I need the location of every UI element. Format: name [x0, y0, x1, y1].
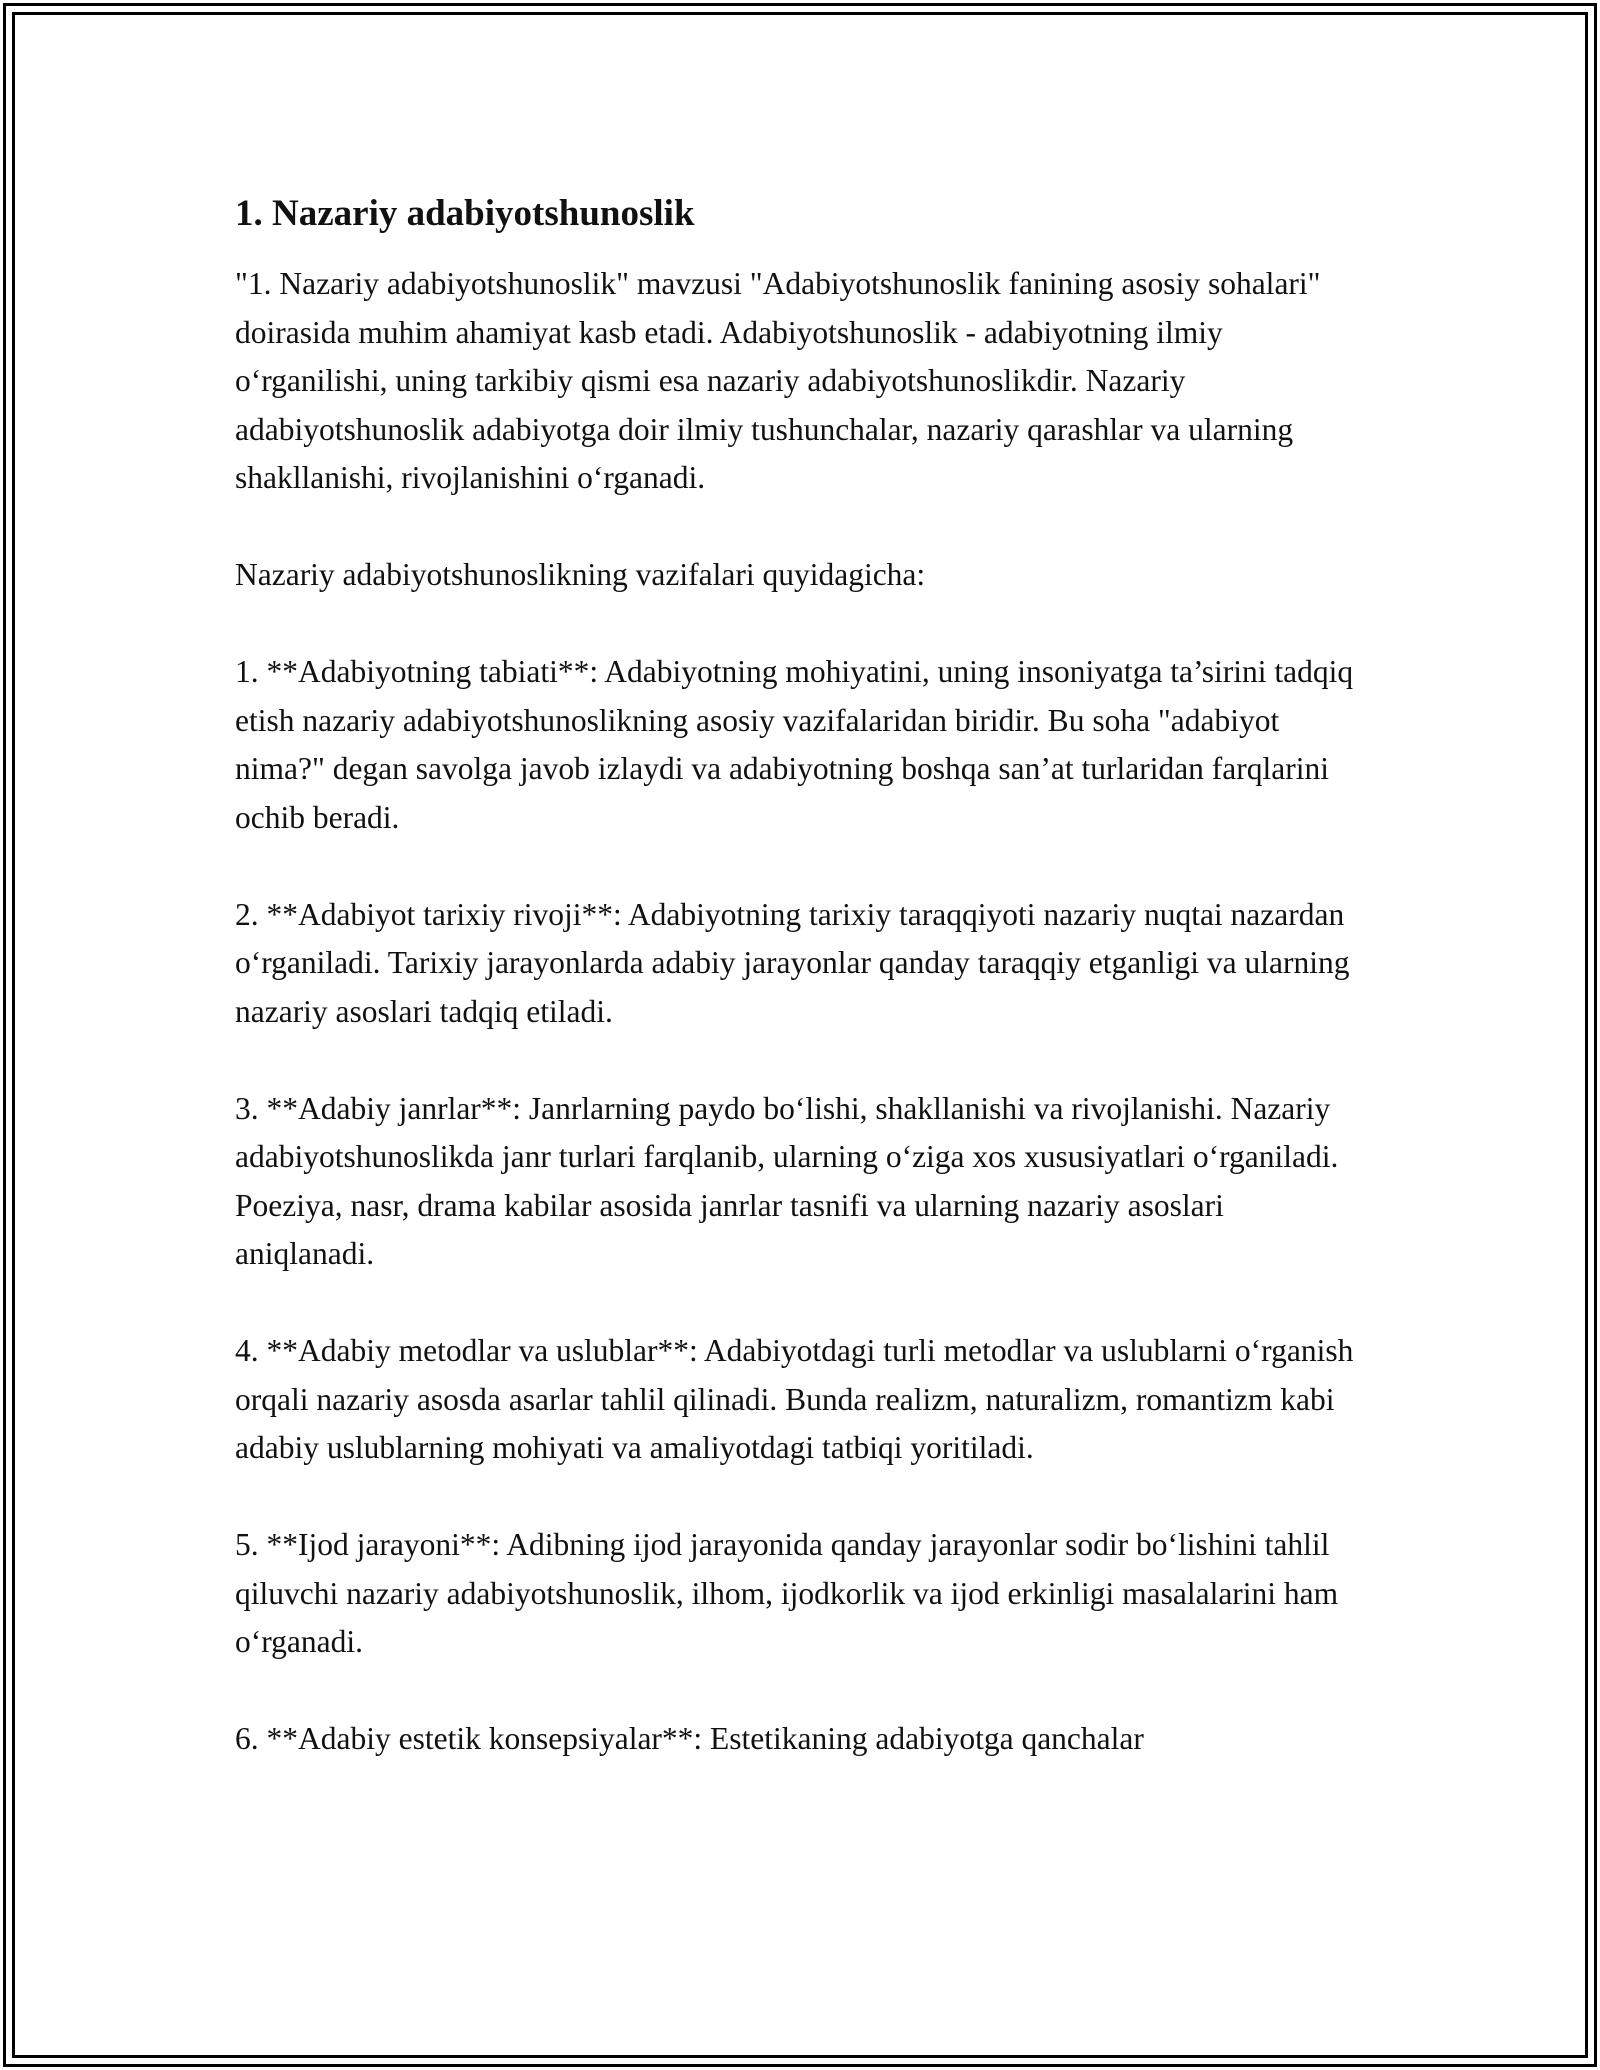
paragraph-spacer	[235, 1279, 1370, 1328]
paragraph-spacer	[235, 600, 1370, 649]
list-item-6: 6. **Adabiy estetik konsepsiyalar**: Estetikaning adabiyotga qanchalar	[235, 1721, 1144, 1756]
list-item-3: 3. **Adabiy janrlar**: Janrlarning paydo bo‘lishi, shakllanishi va rivojlanishi. Nazariy adabiyotshunoslikda janr turlari farqlanib, ularning o‘ziga xos xususiyatlari o‘rganiladi. Poeziya, nasr, drama kabilar asosida janrlar tasnifi va ularning nazariy asoslari aniqlanadi.	[235, 1090, 1339, 1271]
document-body	[235, 186, 1370, 1764]
paragraph-spacer	[235, 1036, 1370, 1085]
document-title: 1. Nazariy adabiyotshunoslik	[235, 193, 695, 234]
paragraph-spacer	[235, 1667, 1370, 1716]
list-item-1: 1. **Adabiyotning tabiati**: Adabiyotning mohiyatini, uning insoniyatga ta’sirini tadqiq etish nazariy adabiyotshunoslikning asosiy vazifalaridan biridir. Bu soha "adabiyot nima?" degan savolga javob izlaydi va adabiyotning boshqa san’at turlaridan farqlarini ochib beradi.	[235, 654, 1354, 835]
intro-paragraph: "1. Nazariy adabiyotshunoslik" mavzusi "Adabiyotshunoslik fanining asosiy sohalari" doirasida muhim ahamiyat kasb etadi. Adabiyotshunoslik - adabiyotning ilmiy o‘rganilishi, uning tarkibiy qismi esa nazariy adabiyotshunoslikdir. Nazariy adabiyotshunoslik adabiyotga doir ilmiy tushunchalar, nazariy qarashlar va ularning shakllanishi, rivojlanishini o‘rganadi.	[235, 266, 1321, 495]
list-item-5: 5. **Ijod jarayoni**: Adibning ijod jarayonida qanday jarayonlar sodir bo‘lishini tahlil qiluvchi nazariy adabiyotshunoslik, ilhom, ijodkorlik va ijod erkinligi masalalarini ham o‘rganadi.	[235, 1527, 1339, 1659]
paragraph-spacer	[235, 842, 1370, 891]
paragraph-spacer	[235, 503, 1370, 552]
list-item-4: 4. **Adabiy metodlar va uslublar**: Adabiyotdagi turli metodlar va uslublarni o‘rganish orqali nazariy asosda asarlar tahlil qilinadi. Bunda realizm, naturalizm, romantizm kabi adabiy uslublarning mohiyati va amaliyotdagi tatbiqi yoritiladi.	[235, 1333, 1354, 1465]
paragraph-spacer	[235, 1473, 1370, 1522]
tasks-intro-paragraph: Nazariy adabiyotshunoslikning vazifalari quyidagicha:	[235, 557, 926, 592]
list-item-2: 2. **Adabiyot tarixiy rivoji**: Adabiyotning tarixiy taraqqiyoti nazariy nuqtai nazardan o‘rganiladi. Tarixiy jarayonlarda adabiy jarayonlar qanday taraqqiy etganligi va ularning nazariy asoslari tadqiq etiladi.	[235, 896, 1350, 1029]
